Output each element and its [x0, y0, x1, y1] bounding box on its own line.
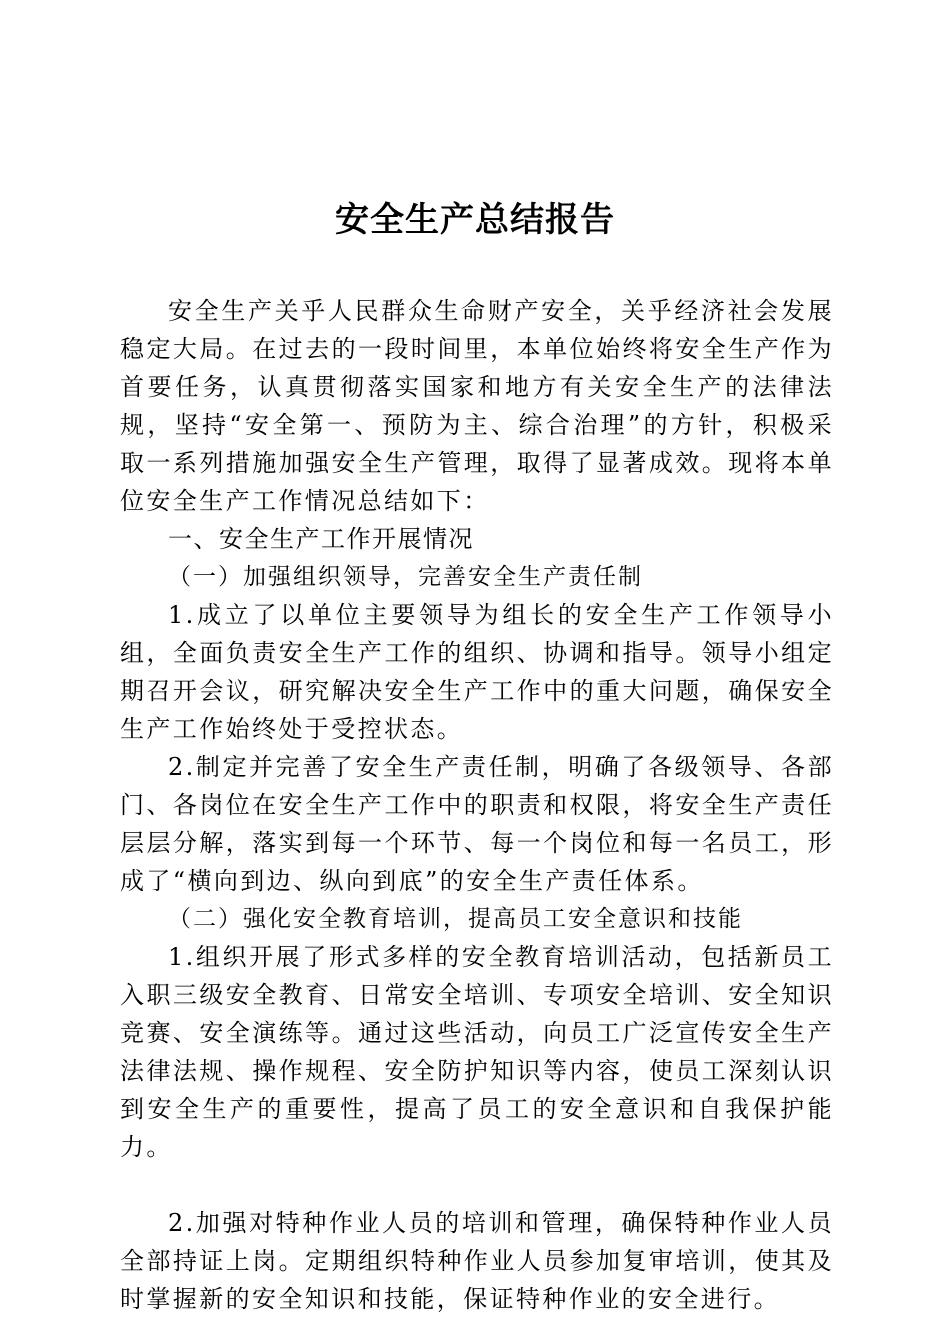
subsection-heading-2: （二）强化安全教育培训，提高员工安全意识和技能 — [168, 906, 743, 932]
section-heading-1: 一、安全生产工作开展情况 — [168, 525, 474, 553]
intro-paragraph: 安全生产关乎人民群众生命财产安全，关乎经济社会发展稳定大局。在过去的一段时间里，本单位始终将安全生产作为首要任务，认真贯彻落实国家和地方有关安全生产的法律法规，坚持“安全第一、预防为主、综合治理”的方针，积极采取一系列措施加强安全生产管理，取得了显著成效。现将本单位安全生产工作情况总结如下： — [120, 297, 834, 515]
document-body — [120, 292, 834, 1318]
paragraph-item: 1.成立了以单位主要领导为组长的安全生产工作领导小组，全面负责安全生产工作的组织、协调和指导。领导小组定期召开会议，研究解决安全生产工作中的重大问题，确保安全生产工作始终处于受控状态。 — [120, 601, 834, 743]
paragraph-item: 2.加强对特种作业人员的培训和管理，确保特种作业人员全部持证上岗。定期组织特种作业人员参加复审培训，使其及时掌握新的安全知识和技能，保证特种作业的安全进行。 — [120, 1209, 834, 1313]
paragraph-item: 2.制定并完善了安全生产责任制，明确了各级领导、各部门、各岗位在安全生产工作中的职责和权限，将安全生产责任层层分解，落实到每一个环节、每一个岗位和每一名员工，形成了“横向到边、纵向到底”的安全生产责任体系。 — [120, 753, 834, 895]
paragraph-item: 1.组织开展了形式多样的安全教育培训活动，包括新员工入职三级安全教育、日常安全培训、专项安全培训、安全知识竞赛、安全演练等。通过这些活动，向员工广泛宣传安全生产法律法规、操作规程、安全防护知识等内容，使员工深刻认识到安全生产的重要性，提高了员工的安全意识和自我保护能力。 — [120, 943, 834, 1161]
document-title: 安全生产总结报告 — [335, 200, 615, 240]
subsection-heading-1: （一）加强组织领导，完善安全生产责任制 — [168, 564, 643, 590]
blank-line — [120, 1166, 834, 1204]
